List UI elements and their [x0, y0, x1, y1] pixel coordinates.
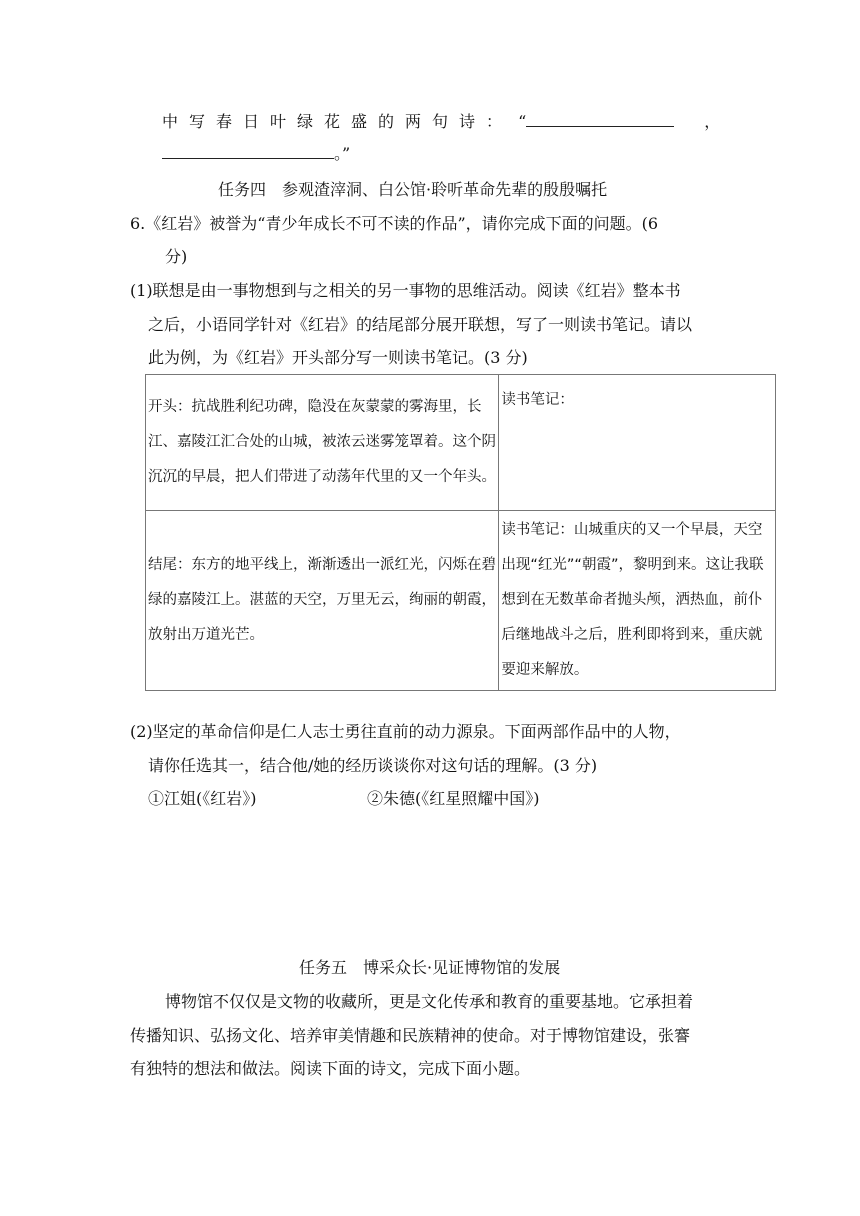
- q6-line1: 6.《红岩》被誉为“青少年成长不可不读的作品”，请你完成下面的问题。(6: [130, 214, 659, 233]
- ending-passage-cell: [146, 511, 499, 691]
- opening-notes-cell[interactable]: [499, 375, 776, 511]
- task4-title: 任务四 参观渣滓洞、白公馆·聆听革命先辈的殷殷嘱托: [218, 180, 608, 199]
- q6-sub2-line1: (2)坚定的革命信仰是仁人志士勇往直前的动力源泉。下面两部作品中的人物，: [130, 722, 681, 741]
- poem-prompt-line1: [162, 112, 720, 132]
- open-quote: “: [518, 112, 527, 131]
- q6-sub1-line2: 之后，小语同学针对《红岩》的结尾部分展开联想，写了一则读书笔记。请以: [148, 315, 693, 334]
- ending-passage-text: 结尾：东方的地平线上，渐渐透出一派红光，闪烁在碧绿的嘉陵江上。湛蓝的天空，万里无云，绚丽的朝霞，放射出万道光芒。: [148, 557, 496, 643]
- q6-line2: 分): [165, 247, 188, 266]
- option-zhude[interactable]: ②朱德(《红星照耀中国》): [367, 789, 540, 808]
- opening-passage-text: 开头：抗战胜利纪功碑，隐没在灰蒙蒙的雾海里，长江、嘉陵江汇合处的山城，被浓云迷雾笼罩着。这个阴沉沉的早晨，把人们带进了动荡年代里的又一个年头。: [148, 399, 496, 485]
- task5-para-line3: 有独特的想法和做法。阅读下面的诗文，完成下面小题。: [130, 1059, 531, 1078]
- poem-prompt-line2: [162, 144, 350, 164]
- answer-blank-2[interactable]: [162, 144, 334, 159]
- poem-prompt-text: 中写春日叶绿花盛的两句诗：: [162, 112, 514, 131]
- table-row: [146, 375, 776, 511]
- answer-blank-1[interactable]: [526, 112, 674, 127]
- table-row: [146, 511, 776, 691]
- reading-notes-table: [145, 374, 776, 691]
- task5-para-line1: 博物馆不仅仅是文物的收藏所，更是文化传承和教育的重要基地。它承担着: [165, 992, 694, 1011]
- q6-sub1-line3: 此为例，为《红岩》开头部分写一则读书笔记。(3 分): [148, 348, 528, 367]
- q6-sub1-line1: (1)联想是由一事物想到与之相关的另一事物的思维活动。阅读《红岩》整本书: [130, 281, 681, 300]
- q6-sub2-line2: 请你任选其一，结合他/她的经历谈谈你对这句话的理解。(3 分): [148, 756, 598, 775]
- opening-passage-cell: [146, 375, 499, 511]
- option-jiangjie[interactable]: ①江姐(《红岩》): [148, 789, 257, 808]
- task5-para-line2: 传播知识、弘扬文化、培养审美情趣和民族精神的使命。对于博物馆建设，张謇: [130, 1026, 691, 1045]
- end-mark: 。”: [334, 144, 351, 163]
- ending-notes-text: 读书笔记：山城重庆的又一个早晨，天空出现“红光”“朝霞”，黎明到来。这让我联想到在无数革命者抛头颅，洒热血，前仆后继地战斗之后，胜利即将到来，重庆就要迎来解放。: [501, 522, 764, 678]
- comma-mark: ，: [704, 112, 721, 131]
- task5-title: 任务五 博采众长·见证博物馆的发展: [299, 958, 561, 977]
- ending-notes-cell: [499, 511, 776, 691]
- opening-notes-label: 读书笔记：: [501, 392, 574, 408]
